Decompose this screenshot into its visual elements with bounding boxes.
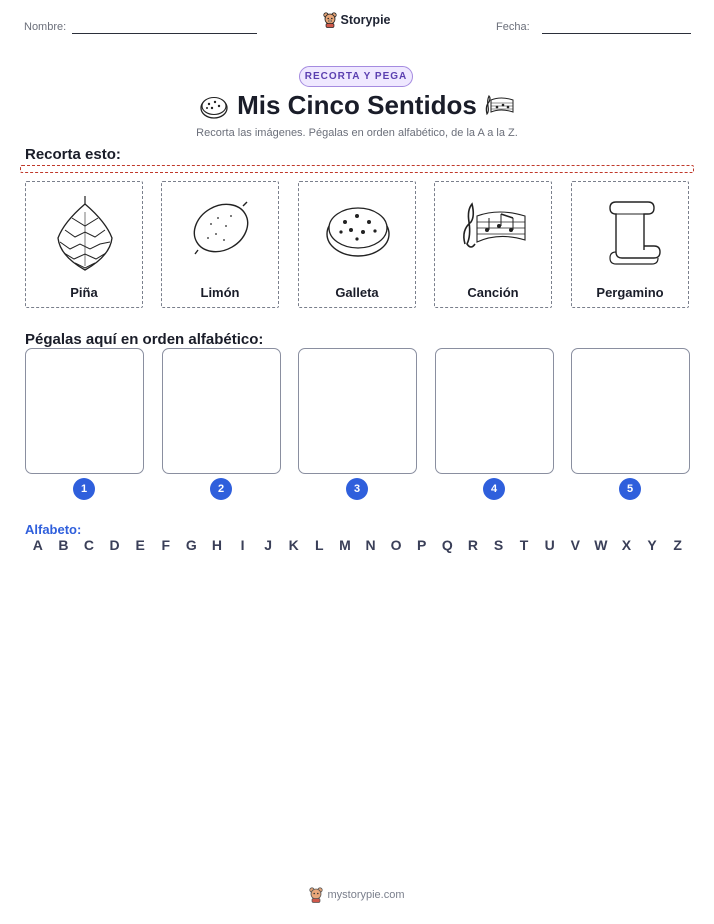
pinecone-icon [50,190,120,276]
scroll-icon [596,190,666,276]
alphabet-letter: N [365,537,376,553]
alphabet-letter: K [288,537,299,553]
cut-card-pergamino[interactable] [571,181,689,308]
date-line [542,33,691,34]
alphabet-letter: U [544,537,555,553]
card-label: Piña [70,285,98,300]
alphabet-letter: F [161,537,171,553]
alphabet-letter: B [58,537,69,553]
slot-number-badge: 5 [619,478,641,500]
alphabet-letter: W [594,537,608,553]
alphabet-letter: C [83,537,95,553]
alphabet-letter: G [185,537,197,553]
date-label: Fecha: [496,21,530,33]
cut-card-galleta[interactable] [298,181,416,308]
alphabet-letter: D [109,537,120,553]
alphabet-letter: O [390,537,402,553]
alphabet-letter: Y [647,537,657,553]
slot-number-badge: 3 [346,478,368,500]
alphabet-letter: X [621,537,632,553]
bear-mascot-icon [309,887,323,903]
cut-card-cancion[interactable] [434,181,552,308]
alphabet-letter: R [467,537,478,553]
cut-heading: Recorta esto: [25,146,121,163]
paste-slot-3[interactable] [298,348,417,474]
alphabet-letter: Q [441,537,453,553]
alphabet-letter: P [417,537,427,553]
name-label: Nombre: [24,21,67,33]
alphabet-letter: S [493,537,504,553]
footer [0,887,714,903]
name-line [72,33,257,34]
alphabet-letter: E [135,537,145,553]
card-label: Galleta [335,285,379,300]
brand-logo [0,12,714,28]
alphabet-letter: I [240,537,245,553]
card-label: Pergamino [596,285,664,300]
paste-slot-1[interactable] [25,348,144,474]
page-title: Mis Cinco Sentidos [237,90,477,120]
paste-slot-5[interactable] [571,348,690,474]
card-label: Limón [200,285,240,300]
paste-slot-4[interactable] [435,348,554,474]
alphabet-letter: H [211,537,223,553]
alphabet-label: Alfabeto: [25,522,82,537]
alphabet-letter: T [519,537,529,553]
alphabet-letter: J [264,537,273,553]
alphabet-letter: Z [673,537,682,553]
paste-slot-2[interactable] [162,348,281,474]
brand-name: Storypie [340,13,391,27]
card-label: Canción [467,285,519,300]
music-notes-icon [483,94,515,118]
footer-url: mystorypie.com [327,889,405,901]
slot-number-badge: 1 [73,478,95,500]
activity-badge: RECORTA Y PEGA [299,66,413,87]
music-notes-icon [459,190,529,276]
alphabet-letter: A [32,537,43,553]
alphabet-letter: M [339,537,351,553]
alphabet-row [25,537,690,553]
alphabet-letter: L [315,537,324,553]
slot-number-badge: 4 [483,478,505,500]
lemon-icon [186,190,256,276]
instructions: Recorta las imágenes. Pégalas en orden alfabético, de la A a la Z. [196,127,518,139]
cookie-icon [323,190,393,276]
alphabet-letter: V [570,537,580,553]
paste-heading: Pégalas aquí en orden alfabético: [25,331,264,348]
cut-card-pina[interactable] [25,181,143,308]
cut-card-limon[interactable] [161,181,279,308]
bear-mascot-icon [323,12,337,28]
cut-line [20,165,694,173]
slot-number-badge: 2 [210,478,232,500]
